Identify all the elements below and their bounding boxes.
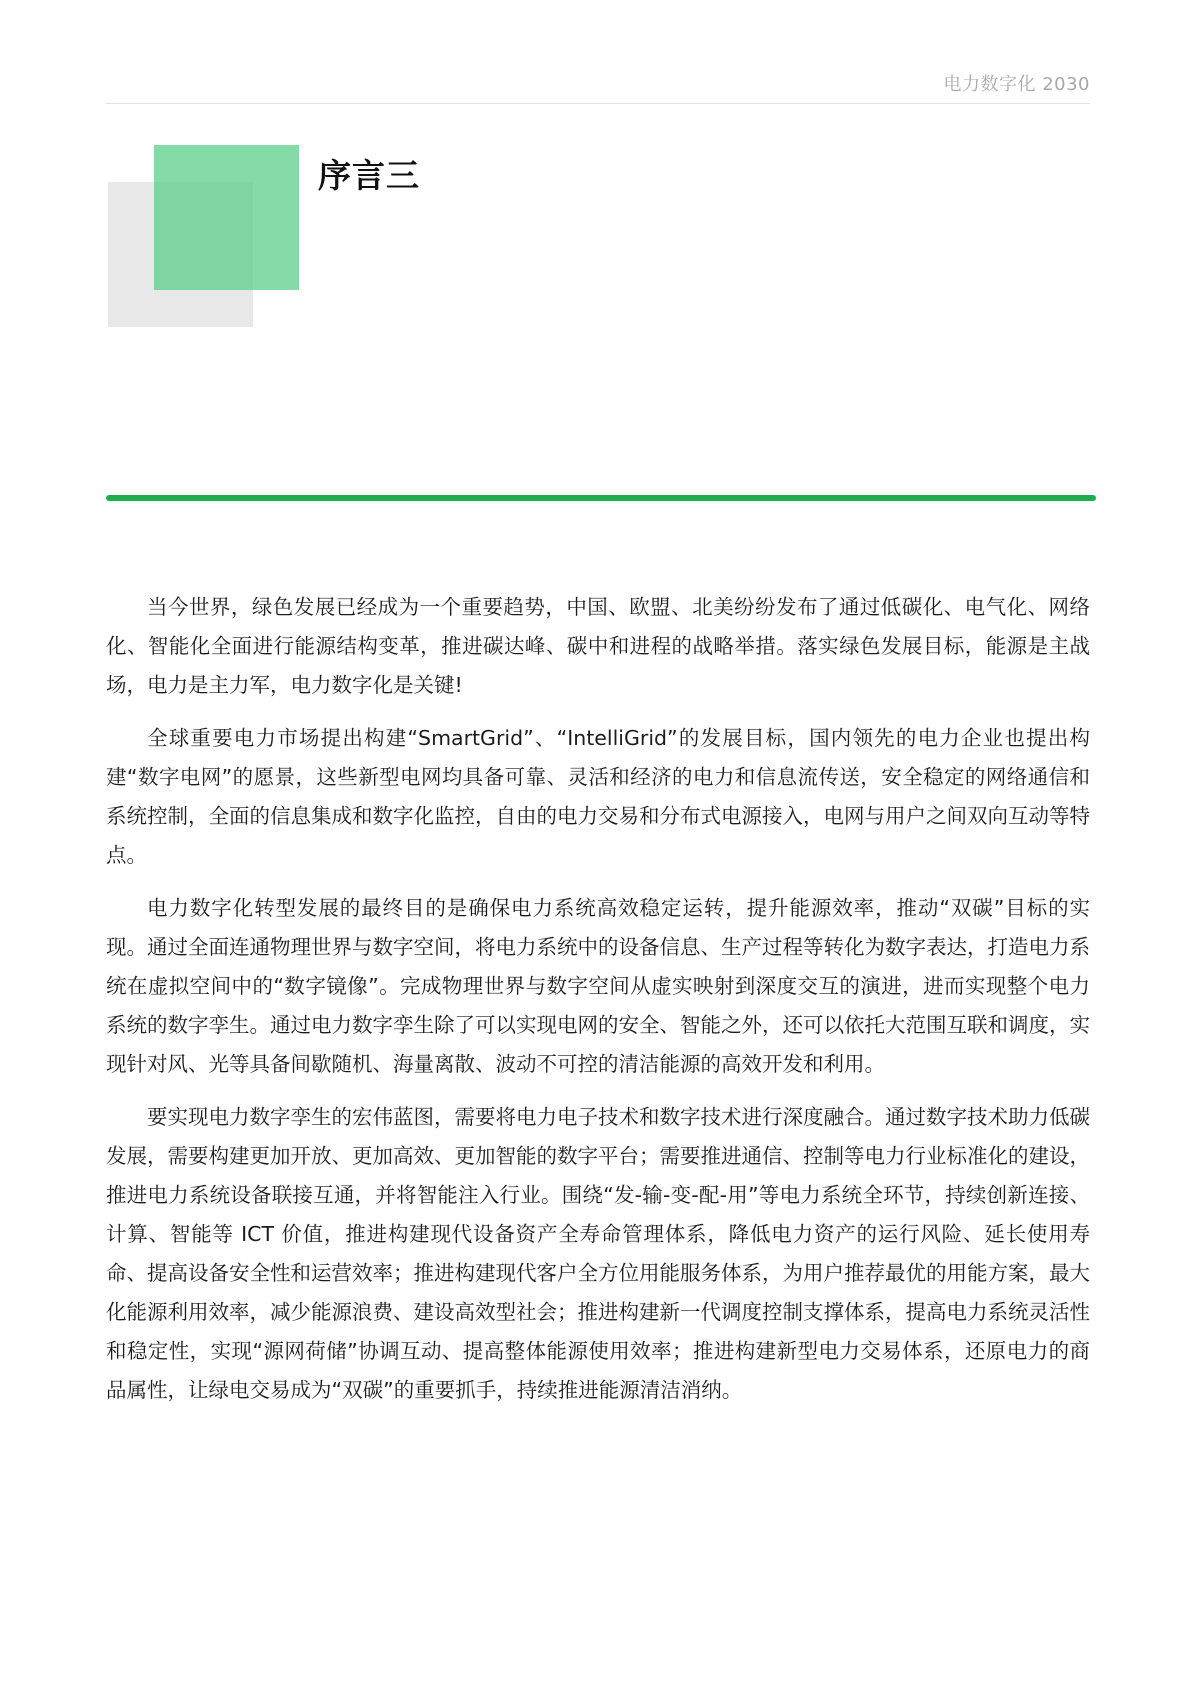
header-divider (106, 103, 1090, 104)
paragraph: 当今世界，绿色发展已经成为一个重要趋势，中国、欧盟、北美纷纷发布了通过低碳化、电气化、网络化、智能化全面进行能源结构变革，推进碳达峰、碳中和进程的战略举措。落实绿色发展目标，能源是主战场，电力是主力军，电力数字化是关键! (106, 595, 1090, 697)
paragraph: 全球重要电力市场提出构建“SmartGrid”、“IntelliGrid”的发展目标，国内领先的电力企业也提出构建“数字电网”的愿景，这些新型电网均具备可靠、灵活和经济的电力和信息流传送，安全稳定的网络通信和系统控制，全面的信息集成和数字化监控，自由的电力交易和分布式电源接入，电网与用户之间双向互动等特点。 (106, 726, 1090, 867)
paragraph: 电力数字化转型发展的最终目的是确保电力系统高效稳定运转，提升能源效率，推动“双碳”目标的实现。通过全面连通物理世界与数字空间，将电力系统中的设备信息、生产过程等转化为数字表达，打造电力系统在虚拟空间中的“数字镜像”。完成物理世界与数字空间从虚实映射到深度交互的演进，进而实现整个电力系统的数字孪生。通过电力数字孪生除了可以实现电网的安全、智能之外，还可以依托大范围互联和调度，实现针对风、光等具备间歇随机、海量离散、波动不可控的清洁能源的高效开发和利用。 (106, 896, 1090, 1076)
paragraph: 要实现电力数字孪生的宏伟蓝图，需要将电力电子技术和数字技术进行深度融合。通过数字技术助力低碳发展，需要构建更加开放、更加高效、更加智能的数字平台；需要推进通信、控制等电力行业标准化的建设，推进电力系统设备联接互通，并将智能注入行业。围绕“发-输-变-配-用”等电力系统全环节，持续创新连接、计算、智能等 ICT 价值，推进构建现代设备资产全寿命管理体系，降低电力资产的运行风险、延长使用寿命、提高设备安全性和运营效率；推进构建现代客户全方位用能服务体系，为用户推荐最优的用能方案，最大化能源利用效率，减少能源浪费、建设高效型社会；推进构建新一代调度控制支撑体系，提高电力系统灵活性和稳定性，实现“源网荷储”协调互动、提高整体能源使用效率；推进构建新型电力交易体系，还原电力的商品属性，让绿电交易成为“双碳”的重要抓手，持续推进能源清洁消纳。 (106, 1105, 1090, 1402)
section-divider (106, 495, 1096, 501)
body-text (106, 588, 1090, 1424)
running-header: 电力数字化 2030 (943, 74, 1090, 95)
decorative-green-square (154, 145, 299, 290)
section-title: 序言三 (318, 156, 420, 195)
